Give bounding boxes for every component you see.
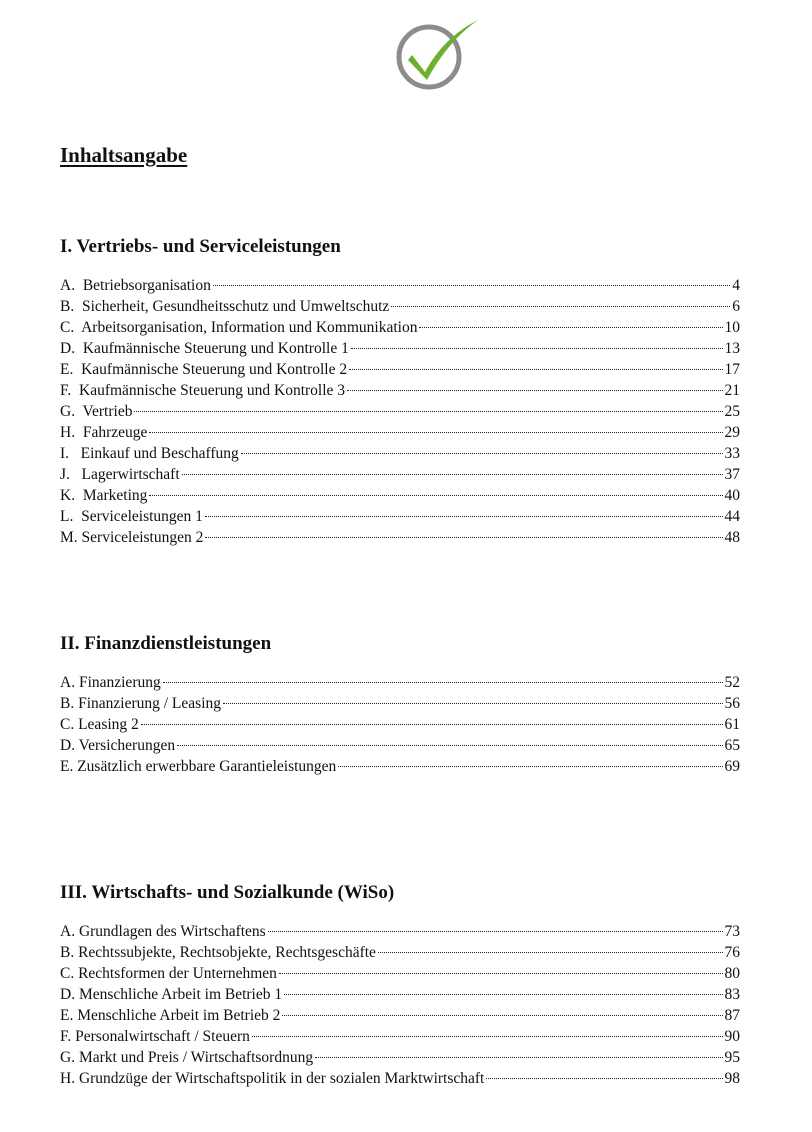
toc-entry-label: E. Kaufmännische Steuerung und Kontrolle 2 [60,361,348,378]
toc-entry [60,735,740,756]
toc-entry-label: A. Finanzierung [60,674,161,691]
toc-entry-page: 90 [724,1028,740,1045]
toc-leader-dots [351,348,723,349]
toc-entry-page: 52 [724,674,740,691]
toc-entry [60,275,740,296]
toc-entry-page: 13 [724,340,740,357]
toc-entry-page: 87 [724,1007,740,1024]
section-heading: III. Wirtschafts- und Sozialkunde (WiSo) [60,882,395,903]
toc-leader-dots [419,327,722,328]
toc-entry [60,693,740,714]
toc-entry-label: E. Menschliche Arbeit im Betrieb 2 [60,1007,281,1024]
toc-leader-dots [252,1036,723,1037]
toc-entry-label: J. Lagerwirtschaft [60,466,180,483]
toc-entry-label: F. Kaufmännische Steuerung und Kontrolle 3 [60,382,346,399]
toc-entry [60,506,740,527]
toc-entry [60,422,740,443]
toc-entry-page: 56 [724,695,740,712]
toc-leader-dots [391,306,730,307]
toc-entry [60,756,740,777]
toc-entry-label: D. Versicherungen [60,737,176,754]
toc-entry-label: C. Rechtsformen der Unternehmen [60,965,277,982]
toc-leader-dots [205,537,722,538]
toc-leader-dots [182,474,723,475]
toc-entry-label: B. Sicherheit, Gesundheitsschutz und Umweltschutz [60,298,390,315]
toc-entry [60,380,740,401]
toc-entry-label: G. Vertrieb [60,403,133,420]
section-heading: I. Vertriebs- und Serviceleistungen [60,236,341,257]
toc-entry [60,296,740,317]
toc-leader-dots [349,369,722,370]
toc-entry-page: 69 [724,758,740,775]
toc-entry-page: 83 [724,986,740,1003]
toc-entry-label: C. Arbeitsorganisation, Information und Kommunikation [60,319,418,336]
toc-entry-page: 76 [724,944,740,961]
toc-leader-dots [141,724,723,725]
toc-entry-label: H. Fahrzeuge [60,424,148,441]
toc-leader-dots [282,1015,722,1016]
toc-list [60,921,740,1089]
toc-entry-page: 10 [724,319,740,336]
toc-entry-label: B. Rechtssubjekte, Rechtsobjekte, Rechtsgeschäfte [60,944,376,961]
toc-entry-page: 33 [724,445,740,462]
section-finanzdienstleistungen [60,633,740,777]
toc-entry [60,1005,740,1026]
toc-leader-dots [338,766,722,767]
toc-leader-dots [284,994,722,995]
toc-entry-page: 21 [724,382,740,399]
toc-entry [60,921,740,942]
toc-leader-dots [149,495,722,496]
toc-entry [60,963,740,984]
toc-leader-dots [268,931,723,932]
toc-entry-label: I. Einkauf und Beschaffung [60,445,239,462]
page-title: Inhaltsangabe [60,143,188,167]
section-heading: II. Finanzdienstleistungen [60,633,272,654]
toc-leader-dots [149,432,722,433]
toc-leader-dots [486,1078,722,1079]
toc-entry [60,714,740,735]
toc-entry-page: 17 [724,361,740,378]
toc-entry [60,1047,740,1068]
toc-entry-label: G. Markt und Preis / Wirtschaftsordnung [60,1049,314,1066]
toc-entry-page: 6 [732,298,740,315]
toc-entry-page: 29 [724,424,740,441]
toc-entry [60,672,740,693]
toc-entry-page: 98 [724,1070,740,1087]
toc-entry [60,317,740,338]
toc-entry-page: 25 [724,403,740,420]
toc-entry-page: 73 [724,923,740,940]
toc-entry-page: 48 [724,529,740,546]
toc-entry-page: 65 [724,737,740,754]
toc-list [60,275,740,548]
toc-entry [60,401,740,422]
toc-entry [60,464,740,485]
toc-entry [60,942,740,963]
toc-leader-dots [213,285,730,286]
toc-leader-dots [163,682,723,683]
toc-entry [60,984,740,1005]
toc-leader-dots [315,1057,722,1058]
toc-list [60,672,740,777]
toc-entry-page: 37 [724,466,740,483]
toc-entry [60,1068,740,1089]
toc-leader-dots [241,453,723,454]
toc-entry-label: E. Zusätzlich erwerbbare Garantieleistungen [60,758,337,775]
checkmark-logo-icon [392,18,480,92]
toc-leader-dots [378,952,723,953]
toc-entry-label: D. Menschliche Arbeit im Betrieb 1 [60,986,283,1003]
toc-leader-dots [205,516,723,517]
section-vertrieb-service [60,236,740,548]
toc-leader-dots [223,703,723,704]
toc-leader-dots [279,973,723,974]
toc-entry-label: H. Grundzüge der Wirtschaftspolitik in der sozialen Marktwirtschaft [60,1070,485,1087]
toc-entry [60,527,740,548]
toc-entry [60,485,740,506]
toc-entry-label: A. Betriebsorganisation [60,277,211,294]
toc-entry-label: K. Marketing [60,487,148,504]
toc-entry-page: 40 [724,487,740,504]
toc-entry [60,338,740,359]
toc-entry-label: C. Leasing 2 [60,716,139,733]
toc-entry-label: D. Kaufmännische Steuerung und Kontrolle 1 [60,340,349,357]
toc-entry-page: 4 [732,277,740,294]
toc-leader-dots [134,411,722,412]
toc-leader-dots [177,745,722,746]
toc-entry-label: A. Grundlagen des Wirtschaftens [60,923,266,940]
toc-leader-dots [347,390,722,391]
toc-entry [60,1026,740,1047]
section-wirtschafts-sozialkunde [60,882,740,1089]
toc-entry-page: 44 [724,508,740,525]
toc-entry-label: M. Serviceleistungen 2 [60,529,204,546]
toc-entry [60,443,740,464]
toc-entry [60,359,740,380]
toc-entry-page: 61 [724,716,740,733]
toc-entry-label: B. Finanzierung / Leasing [60,695,221,712]
toc-entry-page: 80 [724,965,740,982]
toc-entry-label: L. Serviceleistungen 1 [60,508,203,525]
toc-entry-page: 95 [724,1049,740,1066]
toc-entry-label: F. Personalwirtschaft / Steuern [60,1028,250,1045]
